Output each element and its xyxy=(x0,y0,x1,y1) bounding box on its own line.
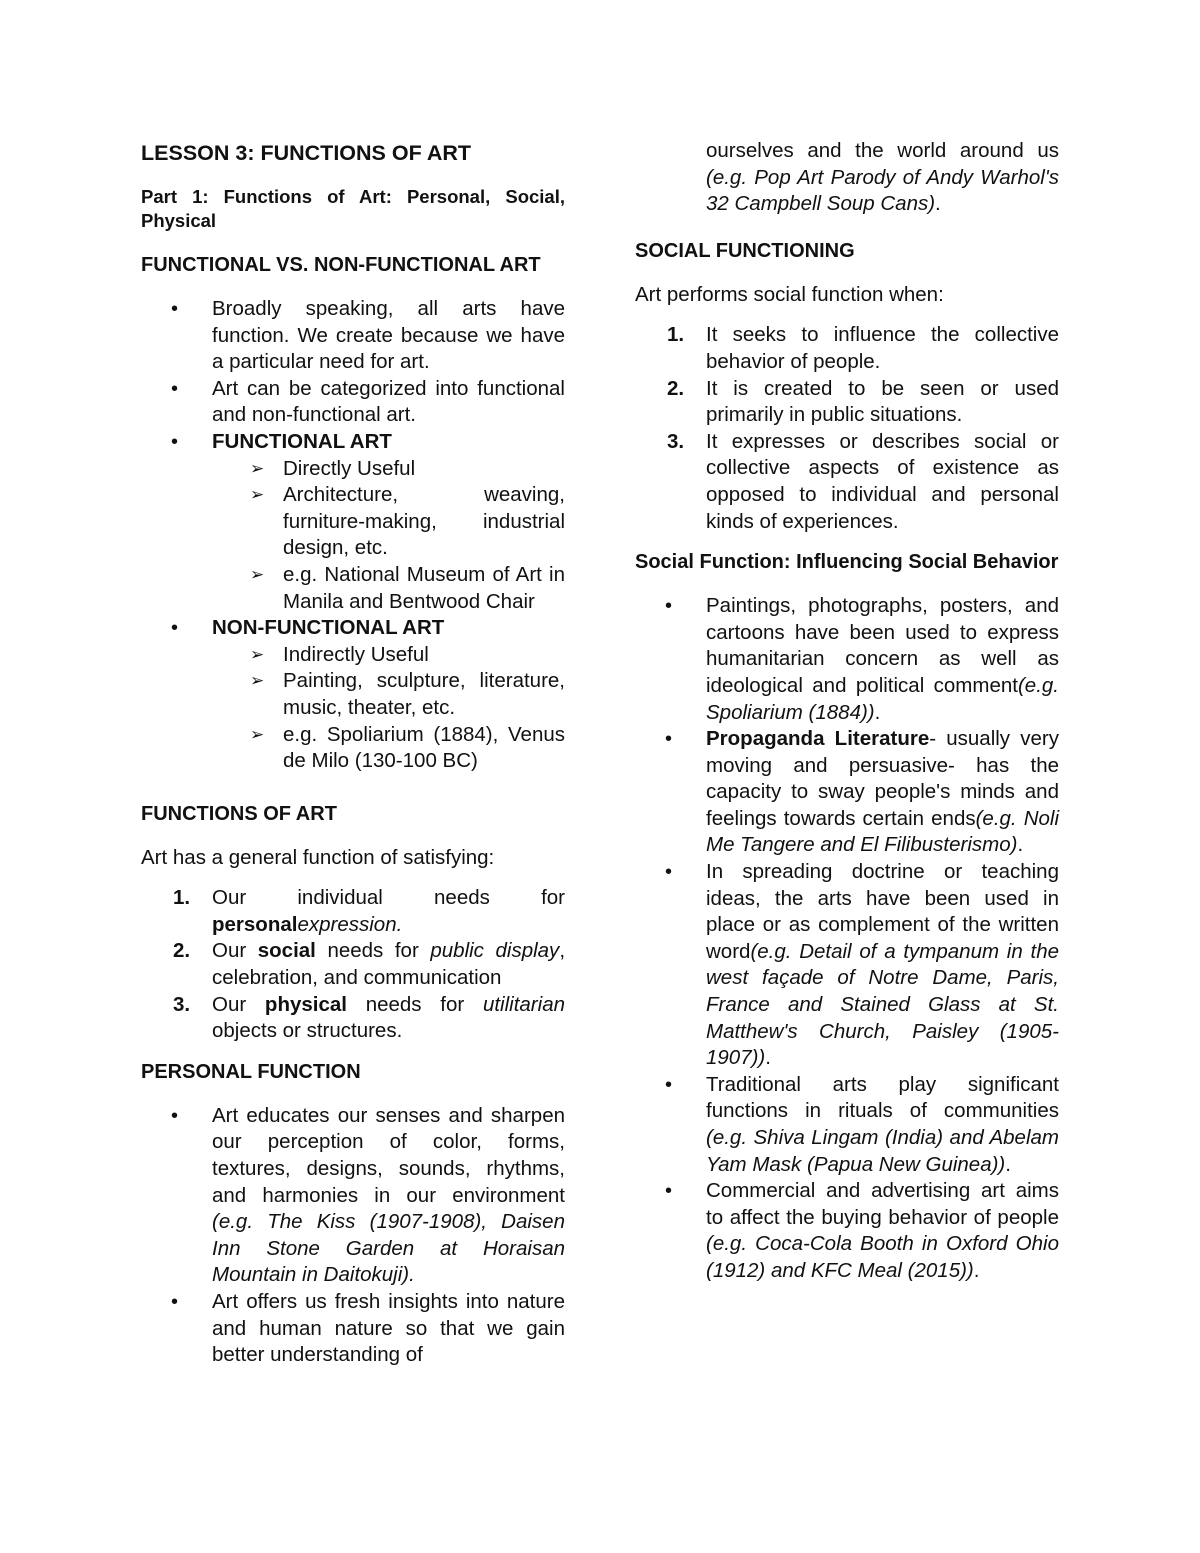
personal-function-heading: PERSONAL FUNCTION xyxy=(141,1060,361,1083)
functional-art-subitems xyxy=(212,456,565,616)
list-item: • Art educates our senses and sharpen our perception of color, forms, textures, designs, sounds, rhythms, and harmonies in our environment (e.g. The Kiss (1907-1908), Daisen Inn Stone Garden at Horaisan Mountain in Daitokuji). xyxy=(141,1103,565,1289)
lesson-title: LESSON 3: FUNCTIONS OF ART xyxy=(141,141,472,165)
influence-bullets xyxy=(635,593,1059,1284)
personal-function-bullets xyxy=(141,1103,565,1369)
list-item: • Art offers us fresh insights into nature and human nature so that we gain better understanding of xyxy=(141,1289,565,1369)
list-item: • Paintings, photographs, posters, and cartoons have been used to express humanitarian concern as well as ideological and political comment(e.g. Spoliarium (1884)). xyxy=(635,593,1059,726)
list-item: ➢ Indirectly Useful xyxy=(141,642,565,669)
functions-list xyxy=(141,885,565,1045)
nonfunctional-art-subitems xyxy=(212,642,565,775)
continued-paragraph: ourselves and the world around us (e.g. Pop Art Parody of Andy Warhol's 32 Campbell Soup Cans). xyxy=(706,139,1059,216)
right-column xyxy=(635,138,1059,1295)
social-list xyxy=(635,322,1059,535)
functional-bullets xyxy=(141,296,565,775)
social-functioning-heading: SOCIAL FUNCTIONING xyxy=(635,239,855,262)
list-item: 1. Our individual needs for personalexpression. xyxy=(173,886,565,936)
list-item: • Art can be categorized into functional and non-functional art. xyxy=(141,376,565,429)
list-item: • Propaganda Literature- usually very moving and persuasive- has the capacity to sway people's minds and feelings towards certain ends(e.g. Noli Me Tangere and El Filibusterismo). xyxy=(635,726,1059,859)
list-item: ➢ Directly Useful xyxy=(141,456,565,483)
social-intro: Art performs social function when: xyxy=(635,282,944,306)
list-item: • Broadly speaking, all arts have function. We create because we have a particular need for art. xyxy=(141,296,565,376)
functions-intro: Art has a general function of satisfying: xyxy=(141,845,495,869)
functional-vs-nonfunctional-heading: FUNCTIONAL VS. NON-FUNCTIONAL ART xyxy=(141,254,541,276)
list-item: 3. It expresses or describes social or collective aspects of existence as opposed to individual and personal kinds of experiences. xyxy=(667,429,1059,533)
list-item: • NON-FUNCTIONAL ART ➢ Indirectly Useful ➢ Painting, sculpture, literature, music, theater, etc. ➢ e.g. Spoliarium (1884), Venus de Milo (130-100 BC) xyxy=(141,615,565,775)
functions-of-art-heading: FUNCTIONS OF ART xyxy=(141,802,337,825)
list-item: • Traditional arts play significant functions in rituals of communities (e.g. Shiva Lingam (India) and Abelam Yam Mask (Papua New Guinea)). xyxy=(635,1072,1059,1178)
list-item: • FUNCTIONAL ART ➢ Directly Useful ➢ Architecture, weaving, furniture-making, industrial design, etc. ➢ e.g. National Museum of Art in Manila and Bentwood Chair xyxy=(141,429,565,615)
list-item: 3. Our physical needs for utilitarian objects or structures. xyxy=(173,992,565,1043)
list-item: • Commercial and advertising art aims to affect the buying behavior of people (e.g. Coca-Cola Booth in Oxford Ohio (1912) and KFC Meal (2015)). xyxy=(635,1178,1059,1284)
list-item: ➢ e.g. National Museum of Art in Manila and Bentwood Chair xyxy=(141,562,565,615)
list-item: • In spreading doctrine or teaching ideas, the arts have been used in place or as complement of the written word(e.g. Detail of a tympanum in the west façade of Notre Dame, Paris, France and Stained Glass at St. Matthew's Church, Paisley (1905-1907)). xyxy=(635,859,1059,1072)
part-subtitle: Part 1: Functions of Art: Personal, Social, Physical xyxy=(141,186,565,231)
list-item: 2. It is created to be seen or used primarily in public situations. xyxy=(667,376,1059,427)
list-item: 1. It seeks to influence the collective behavior of people. xyxy=(667,323,1059,373)
list-item: ➢ e.g. Spoliarium (1884), Venus de Milo (130-100 BC) xyxy=(141,722,565,775)
influencing-social-behavior-heading: Social Function: Influencing Social Behavior xyxy=(635,551,1059,574)
list-item: 2. Our social needs for public display, celebration, and communication xyxy=(173,939,566,990)
left-column xyxy=(141,138,565,1379)
list-item: ➢ Architecture, weaving, furniture-making, industrial design, etc. xyxy=(141,482,565,562)
list-item: ➢ Painting, sculpture, literature, music, theater, etc. xyxy=(141,668,565,721)
